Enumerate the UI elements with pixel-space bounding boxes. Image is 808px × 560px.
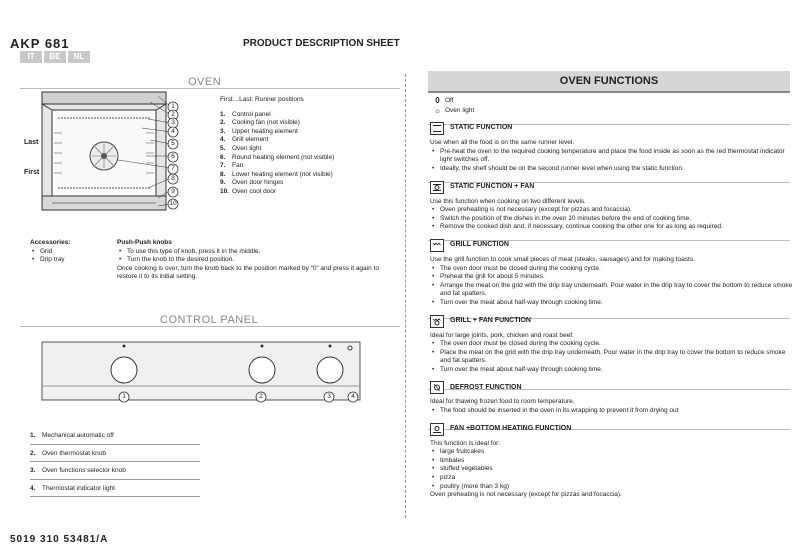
list-item: • Arrange the meat on the grid with the drip tray underneath. Pour water in the drip tray to cover the bottom to reduce smoke and fat spatters. bbox=[430, 282, 795, 299]
list-item: • To use this type of knob, press it in the middle. bbox=[117, 248, 397, 257]
callout-number: 3 bbox=[171, 119, 175, 126]
callout-number: 1 bbox=[122, 393, 126, 400]
callout-number: 2 bbox=[171, 111, 175, 118]
knob bbox=[111, 357, 137, 383]
oven-functions-title: OVEN FUNCTIONS bbox=[428, 71, 790, 93]
defrost-function-header: DEFROST FUNCTION bbox=[430, 381, 795, 394]
static-function-icon bbox=[430, 122, 444, 135]
callout-number: 5 bbox=[171, 140, 175, 147]
accessories-title: Accessories: bbox=[30, 239, 71, 246]
list-item: 10. Oven cool door bbox=[220, 187, 277, 195]
static-fan-function-header: STATIC FUNCTION + FAN bbox=[430, 181, 795, 194]
callout-number: 8 bbox=[171, 175, 175, 182]
list-item: 1. Mechanical automatic off bbox=[30, 430, 200, 445]
indicator-light bbox=[348, 346, 352, 350]
callout-number: 10 bbox=[169, 200, 177, 207]
defrost-icon bbox=[430, 381, 444, 394]
push-push-knobs-block bbox=[117, 239, 397, 282]
list-item: • Switch the position of the dishes in the oven 10 minutes before the end of cooking time. bbox=[430, 215, 795, 224]
runner-first-label: First bbox=[24, 169, 40, 176]
callout-number: 6 bbox=[171, 153, 175, 160]
column-divider bbox=[405, 74, 406, 518]
grill-fan-function-body: Ideal for large joints, pork, chicken and roast beef. • The oven door must be closed during the cooking cycle. • Place the meat on the grid with the drip tray underneath. Pour water in the drip tray to cover the bottom to reduce smoke and fat spatters. • Turn over the meat about half-way through cooking time. bbox=[430, 332, 795, 375]
static-function-body: Use when all the food is on the same runner level. • Pre-heat the oven to the required cooking temperature and place the food inside as soon as the red thermostat indicator light switches off. • Ideally, the shelf should be on the second runner level when using the static function. bbox=[430, 139, 795, 173]
fan-bottom-function-body: This function is ideal for: • large fruitcakes • timbales • stuffed vegetables • pizza • poultry (more than 3 kg) Oven preheating is not necessary (except for pizzas and focaccia). bbox=[430, 440, 795, 500]
list-item: • Drip tray bbox=[30, 256, 110, 265]
list-item: • pizza bbox=[430, 474, 795, 483]
document-code: 5019 310 53481/A bbox=[10, 534, 109, 545]
fan-bottom-function-header: FAN +BOTTOM HEATING FUNCTION bbox=[430, 423, 795, 436]
callout-number: 3 bbox=[327, 393, 331, 400]
static-fan-icon bbox=[430, 181, 444, 194]
oven-functions-list bbox=[430, 97, 795, 500]
oven-section-title: OVEN bbox=[188, 76, 222, 88]
knobs-note: Once cooking is over, turn the knob back to the position marked by “0” and press it again to restore it to its initial setting. bbox=[117, 264, 379, 281]
grill-fan-function-header: GRILL + FAN FUNCTION bbox=[430, 315, 795, 328]
language-badges bbox=[20, 51, 90, 63]
list-item: 2. Cooling fan (not visible) bbox=[220, 119, 300, 127]
list-item: 6. Round heating element (not visible) bbox=[220, 153, 335, 161]
list-item: • Turn the knob to the desired position. bbox=[117, 256, 397, 265]
static-fan-function-body: Use this function when cooking on two different levels. • Oven preheating is not necessary (except for pizzas and focaccia). • Switch the position of the dishes in the oven 10 minutes before the end of cooking time. • Remove the cooked dish and, if necessary, continue cooking the other one for as long as required. bbox=[430, 198, 795, 232]
fan-bottom-icon bbox=[430, 423, 444, 436]
control-panel-legend bbox=[30, 430, 200, 500]
parts-list-header: First…Last: Runner positions bbox=[220, 96, 304, 103]
lang-badge: BE bbox=[44, 51, 66, 63]
section-rule bbox=[20, 326, 400, 327]
callout-number: 1 bbox=[171, 103, 175, 110]
control-panel-diagram bbox=[40, 338, 370, 410]
mode-off: 0 Off bbox=[430, 97, 795, 106]
callout-number: 9 bbox=[171, 188, 175, 195]
parts-list bbox=[220, 96, 400, 197]
zero-symbol: 0 bbox=[435, 96, 440, 105]
callout-number: 7 bbox=[171, 165, 175, 172]
list-item: 1. Control panel bbox=[220, 110, 271, 118]
list-item: 3. Oven functions selector knob bbox=[30, 465, 200, 480]
list-item: • Remove the cooked dish and, if necessary, continue cooking the other one for as long as required. bbox=[430, 223, 795, 232]
list-item: 4. Grill element bbox=[220, 136, 269, 144]
static-function-header: STATIC FUNCTION bbox=[430, 122, 795, 135]
grill-function-header: GRILL FUNCTION bbox=[430, 239, 795, 252]
oven-diagram bbox=[38, 88, 186, 216]
list-item: • large fruitcakes bbox=[430, 448, 795, 457]
runner-last-label: Last bbox=[24, 139, 39, 146]
document-title: PRODUCT DESCRIPTION SHEET bbox=[243, 38, 400, 49]
grill-icon bbox=[430, 239, 444, 252]
grill-function-body: Use the grill function to cook small pieces of meat (steaks, sausages) and for making toasts. • The oven door must be closed during the cooking cycle. • Preheat the grill for about 5 minutes. • Arrange the meat on the grid with the drip tray underneath. Pour water in the drip tray to cover the bottom to reduce smoke and fat spatters. • Turn over the meat about half-way through cooking time. bbox=[430, 256, 795, 308]
accessories-block bbox=[30, 239, 110, 265]
list-item: • Turn over the meat about half-way through cooking time. bbox=[430, 366, 795, 375]
lang-badge: NL bbox=[68, 51, 90, 63]
light-bulb-icon: ☼ bbox=[433, 105, 442, 115]
defrost-function-body: Ideal for thawing frozen food to room temperature. • The food should be inserted in the oven in its wrapping to prevent it from drying out bbox=[430, 398, 795, 415]
list-item: • poultry (more than 3 kg) bbox=[430, 483, 795, 492]
list-item: • stuffed vegetables bbox=[430, 465, 795, 474]
list-item: • The food should be inserted in the oven in its wrapping to prevent it from drying out bbox=[430, 407, 795, 416]
callout-number: 4 bbox=[351, 393, 355, 400]
lang-badge: IT bbox=[20, 51, 42, 63]
knobs-title: Push-Push knobs bbox=[117, 239, 172, 246]
list-item: • Grid bbox=[30, 248, 110, 257]
model-number: AKP 681 bbox=[10, 36, 70, 51]
callout-number: 4 bbox=[171, 128, 175, 135]
list-item: 4. Thermostat indicator light bbox=[30, 483, 200, 498]
control-panel-title: CONTROL PANEL bbox=[160, 314, 259, 326]
list-item: • Turn over the meat about half-way through cooking time. bbox=[430, 299, 795, 308]
knob bbox=[249, 357, 275, 383]
list-item: 8. Lower heating element (not visible) bbox=[220, 170, 333, 178]
list-item: • Preheat the grill for about 5 minutes. bbox=[430, 273, 795, 282]
list-item: • Pre-heat the oven to the required cooking temperature and place the food inside as soon as the red thermostat indicator light switches off. bbox=[430, 148, 795, 165]
list-item: • The oven door must be closed during the cooking cycle. bbox=[430, 265, 795, 274]
list-item: 9. Oven door hinges bbox=[220, 179, 284, 187]
list-item: 3. Upper heating element bbox=[220, 127, 298, 135]
list-item: • Ideally, the shelf should be on the second runner level when using the static function. bbox=[430, 165, 795, 174]
knob bbox=[317, 357, 343, 383]
list-item: 7. Fan bbox=[220, 162, 244, 170]
list-item: • timbales bbox=[430, 457, 795, 466]
grill-fan-icon bbox=[430, 315, 444, 328]
list-item: • The oven door must be closed during the cooking cycle. bbox=[430, 340, 795, 349]
list-item: 5. Oven light bbox=[220, 144, 262, 152]
list-item: • Place the meat on the grid with the drip tray underneath. Pour water in the drip tray to cover the bottom to reduce smoke and fat spatters. bbox=[430, 349, 795, 366]
list-item: 2. Oven thermostat knob bbox=[30, 448, 200, 463]
list-item: • Oven preheating is not necessary (except for pizzas and focaccia). bbox=[430, 206, 795, 215]
mode-oven-light: ☼ Oven light bbox=[430, 107, 795, 116]
callout-number: 2 bbox=[259, 393, 263, 400]
